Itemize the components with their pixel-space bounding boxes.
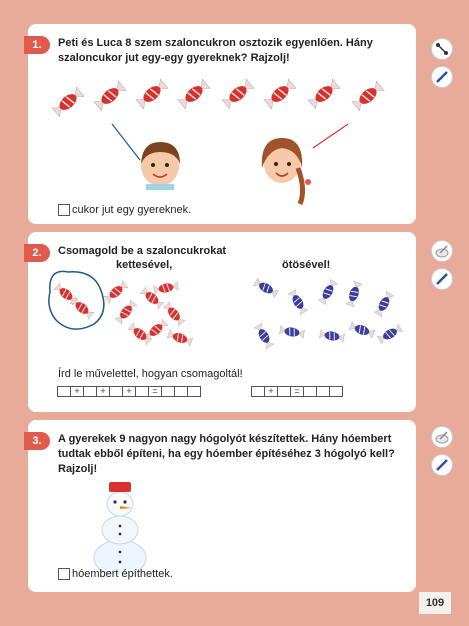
connector-line xyxy=(112,124,140,160)
candy xyxy=(352,81,384,111)
pencil-icon xyxy=(431,454,453,476)
instruction: Írd le művelettel, hogyan csomagoltál! xyxy=(58,368,243,380)
candy xyxy=(253,278,278,298)
task-1-card xyxy=(28,24,416,224)
task-2-card xyxy=(28,232,416,412)
candy xyxy=(346,281,363,307)
answer-text: hóembert építhettek. xyxy=(72,568,173,580)
pencil-icon xyxy=(431,66,453,88)
equation-cell[interactable] xyxy=(161,386,175,397)
task-question: Csomagold be a szaloncukrokat xyxy=(58,245,227,257)
answer-box[interactable] xyxy=(58,204,70,216)
palette-pencil-icon xyxy=(431,240,453,262)
candy xyxy=(94,81,126,111)
candy xyxy=(279,325,304,338)
task-3-card xyxy=(28,420,416,592)
candy xyxy=(288,289,308,314)
page-number: 109 xyxy=(419,592,451,614)
candy-row xyxy=(28,24,416,224)
candy xyxy=(167,330,193,347)
candy xyxy=(308,79,340,109)
equation-cell[interactable]: = xyxy=(290,386,304,397)
equation-cell[interactable] xyxy=(251,386,265,397)
equation-cell[interactable] xyxy=(135,386,149,397)
answer-line xyxy=(58,568,173,580)
connector-line xyxy=(313,124,348,148)
equation-cell[interactable]: + xyxy=(122,386,136,397)
equation-cell[interactable] xyxy=(277,386,291,397)
equation-cell[interactable]: + xyxy=(96,386,110,397)
equation-cell[interactable]: + xyxy=(70,386,84,397)
candy xyxy=(128,323,152,345)
equation-cell[interactable] xyxy=(57,386,71,397)
equation-boxes-left[interactable] xyxy=(58,386,201,397)
task-number: 1. xyxy=(24,36,50,54)
equation-cell[interactable] xyxy=(303,386,317,397)
candy xyxy=(222,79,254,109)
task-question: A gyerekek 9 nagyon nagy hógolyót készítettek. Hány hóembert tudtak ebből építeni, ha egy hóember építéséhez 3 hógolyó kell? Rajzolj! xyxy=(58,433,395,475)
candy xyxy=(144,319,168,341)
task-number: 3. xyxy=(24,432,50,450)
candy xyxy=(318,279,338,304)
candy xyxy=(52,87,84,117)
connect-dots-icon xyxy=(431,38,453,60)
equation-cell[interactable] xyxy=(316,386,330,397)
candy xyxy=(153,281,178,294)
boy-face xyxy=(141,142,180,190)
candy xyxy=(349,322,375,339)
equation-cell[interactable] xyxy=(329,386,343,397)
girl-face xyxy=(262,138,311,204)
candy-groups xyxy=(28,232,416,412)
equation-cell[interactable]: + xyxy=(264,386,278,397)
candy xyxy=(70,297,94,319)
answer-line xyxy=(58,204,191,216)
snowman xyxy=(88,474,152,574)
candy xyxy=(319,329,344,342)
candy xyxy=(163,302,185,326)
candy xyxy=(136,79,168,109)
equation-cell[interactable]: = xyxy=(148,386,162,397)
equation-boxes-right[interactable] xyxy=(252,386,343,397)
answer-text: cukor jut egy gyereknek. xyxy=(72,204,192,216)
candy xyxy=(104,281,128,303)
candy xyxy=(115,300,137,324)
equation-cell[interactable] xyxy=(83,386,97,397)
task-question: Peti és Luca 8 szem szaloncukron osztozik egyenlően. Hány szaloncukor jut egy-egy gyereknek? Rajzolj! xyxy=(58,37,373,64)
task-number: 2. xyxy=(24,244,50,262)
palette-pencil-icon xyxy=(431,426,453,448)
equation-cell[interactable] xyxy=(187,386,201,397)
equation-cell[interactable] xyxy=(174,386,188,397)
answer-box[interactable] xyxy=(58,568,70,580)
label-pairs: kettesével, xyxy=(116,259,173,271)
candy xyxy=(374,291,394,316)
candy xyxy=(377,324,402,344)
equation-cell[interactable] xyxy=(109,386,123,397)
candy xyxy=(254,323,274,348)
pencil-icon xyxy=(431,268,453,290)
label-fives: ötösével! xyxy=(282,259,331,271)
candy xyxy=(264,79,296,109)
candy xyxy=(178,79,210,109)
